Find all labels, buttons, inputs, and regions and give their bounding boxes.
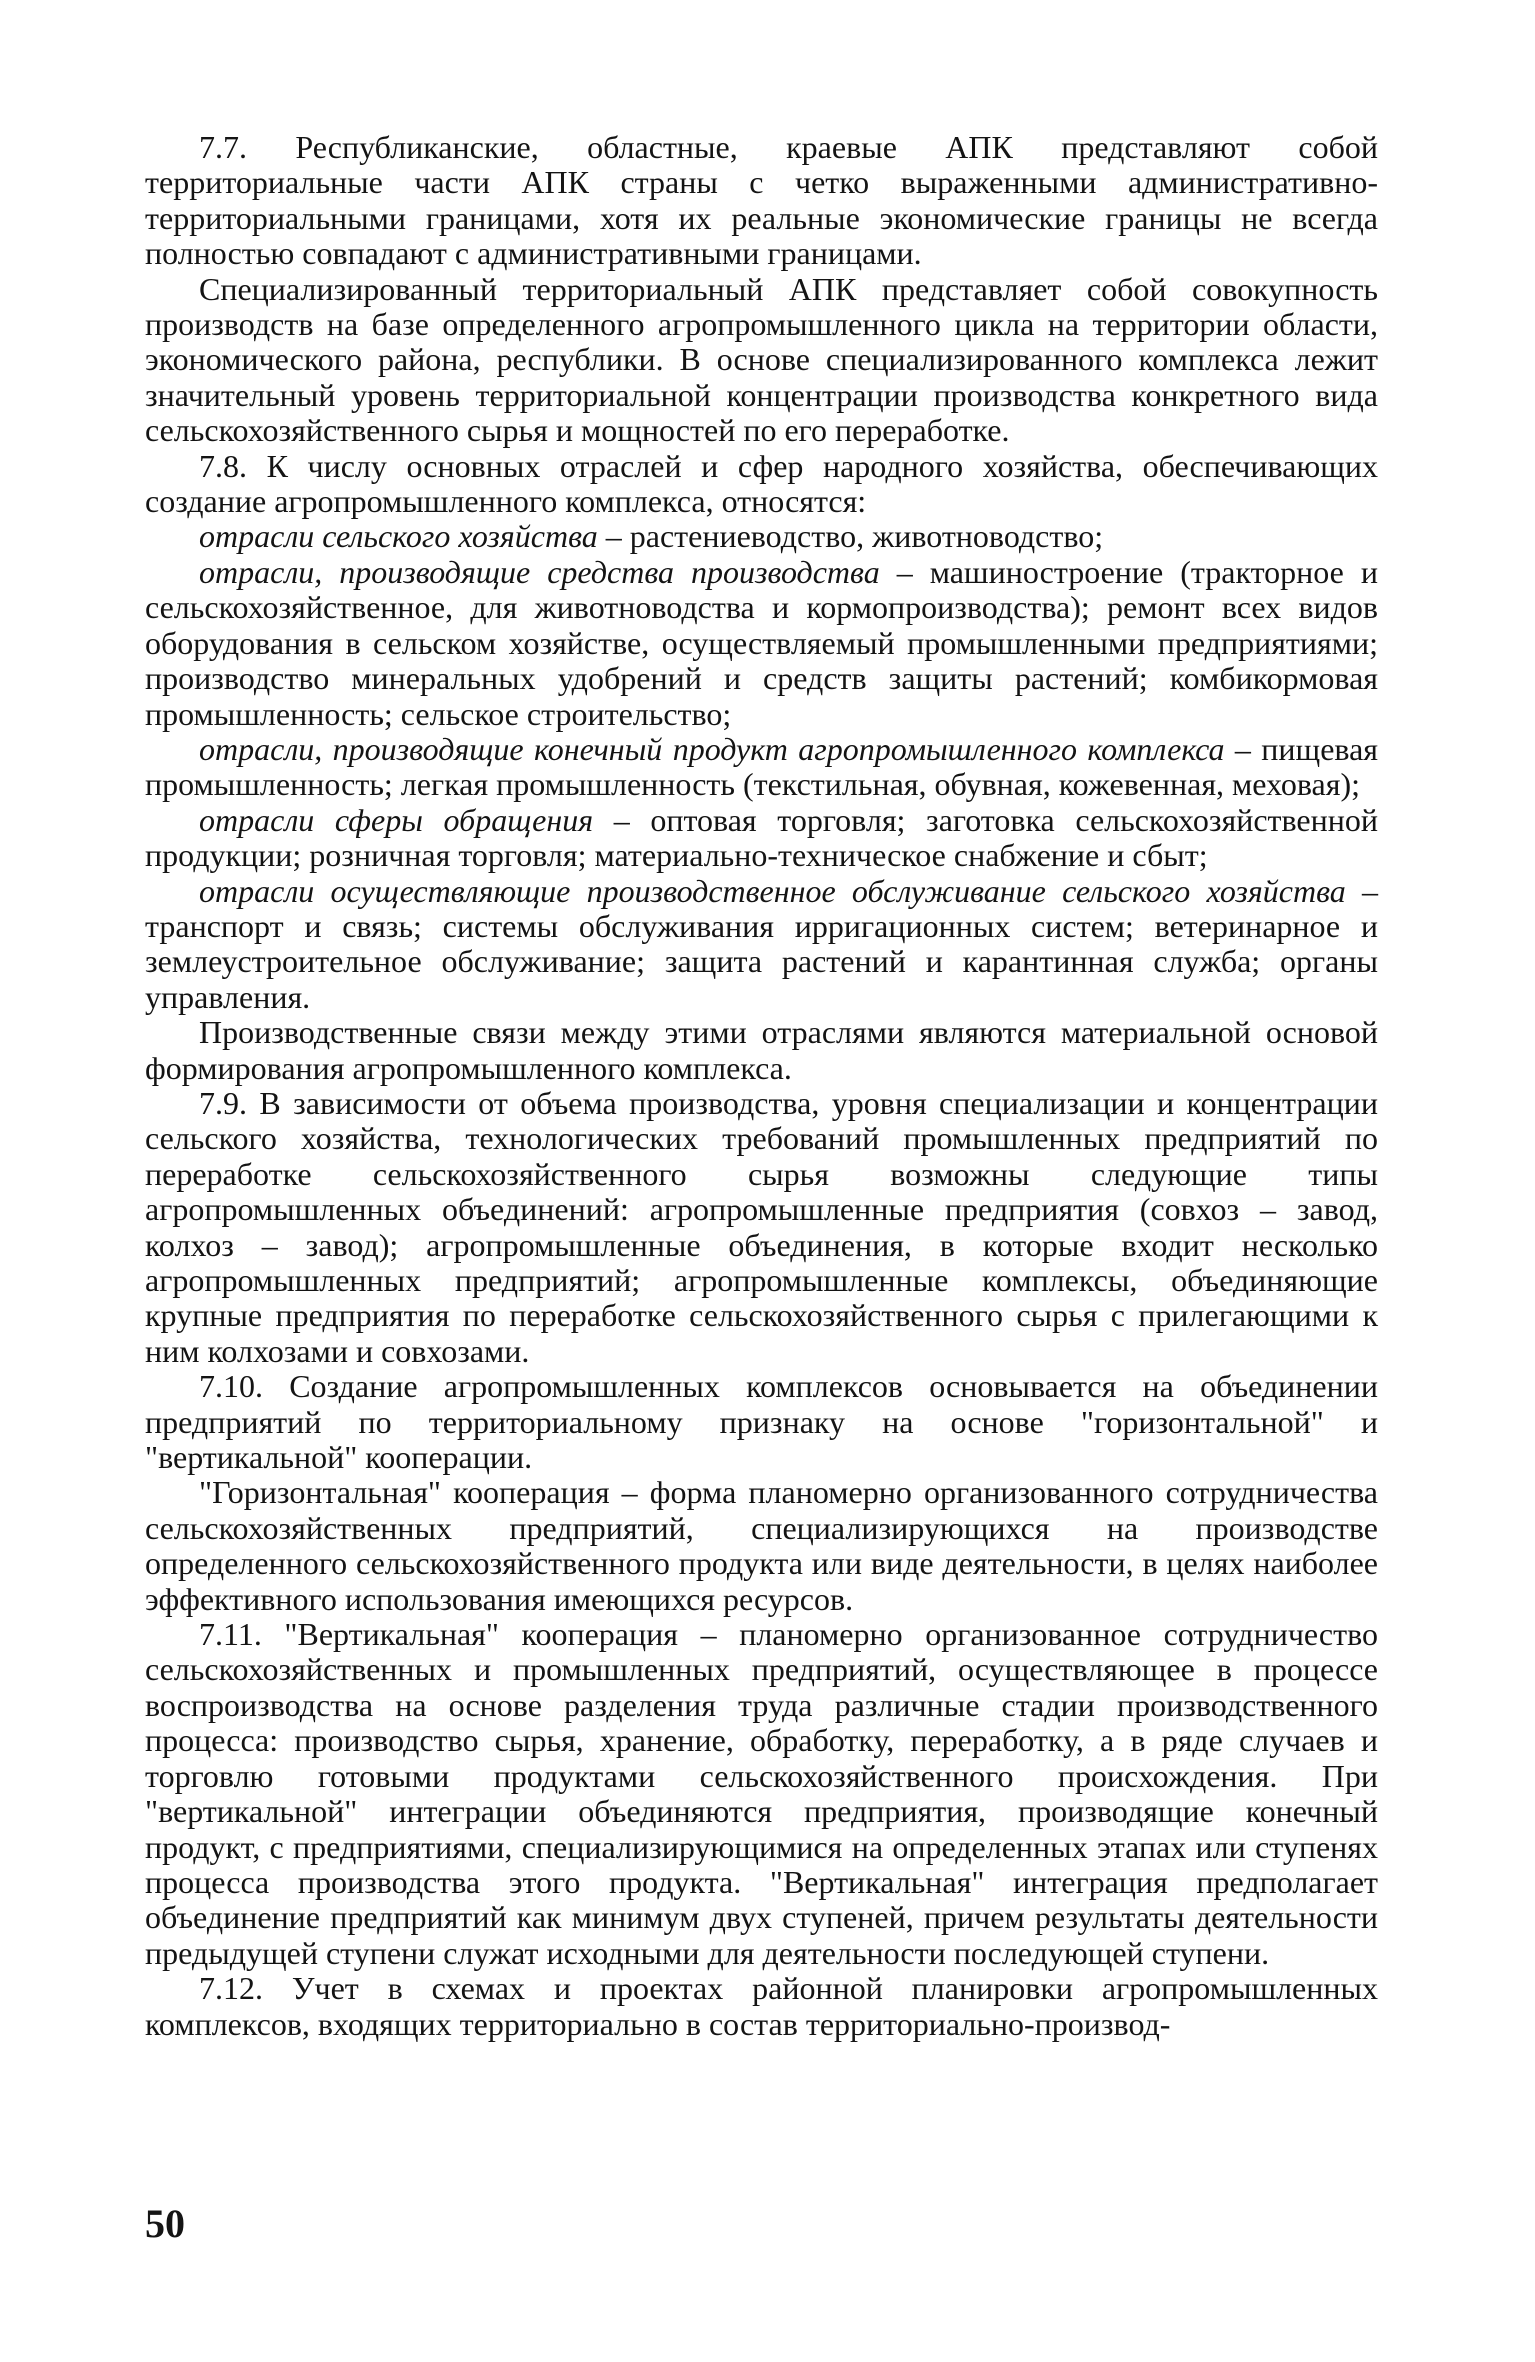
list-item-final-product <box>145 732 1378 803</box>
list-item-agriculture-title: отрасли сельского хозяйства <box>199 518 598 555</box>
paragraph-7-7: 7.7. Республиканские, областные, краевые АПК представляют собой территориальные части АПК страны с четко выраженными административно-территориальными границами, хотя их реальные экономические границы не всегда полностью совпадают с административными границами. <box>145 129 1378 272</box>
list-item-final-text: – пищевая промышленность; легкая промышленность (текстильная, обувная, кожевенная, меховая); <box>145 730 1379 803</box>
paragraph-7-12: 7.12. Учет в схемах и проектах районной планировки агропромышленных комплексов, входящих территориально в состав территориально-производ- <box>145 1970 1378 2042</box>
list-item-final-title: отрасли, производящие конечный продукт агропромышленного комплекса <box>199 730 1225 767</box>
paragraph-production-links: Производственные связи между этими отраслями являются материальной основой формирования агропромышленного комплекса. <box>145 1014 1378 1086</box>
list-item-means-of-production <box>145 555 1378 732</box>
list-item-circulation <box>145 803 1378 874</box>
paragraph-7-8: 7.8. К числу основных отраслей и сфер народного хозяйства, обеспечивающих создание агропромышленного комплекса, относятся: <box>145 447 1378 520</box>
page-body <box>145 130 1378 2042</box>
list-item-means-text: – машиностроение (тракторное и сельскохозяйственное, для животноводства и кормопроизводства); ремонт всех видов оборудования в сельском хозяйстве, осуществляемый промышленными предприятиями; производство минеральных удобрений и средств защиты растений; комбикормовая промышленность; сельское строительство; <box>145 553 1379 732</box>
list-item-means-title: отрасли, производящие средства производства <box>199 553 880 590</box>
list-item-circulation-text: – оптовая торговля; заготовка сельскохозяйственной продукции; розничная торговля; материально-техническое снабжение и сбыт; <box>145 801 1378 874</box>
paragraph-7-11: 7.11. "Вертикальная" кооперация – планомерно организованное сотрудничество сельскохозяйственных и промышленных предприятий, осуществляющее в процессе воспроизводства на основе разделения труда различные стадии производственного процесса: производство сырья, хранение, обработку, переработку, а в ряде случаев и торговлю готовыми продуктами сельскохозяйственного происхождения. При "вертикальной" интеграции объединяются предприятия, производящие конечный продукт, с предприятиями, специализирующимися на определенных этапах или ступенях процесса производства этого продукта. "Вертикальная" интеграция предполагает объединение предприятий как минимум двух ступеней, причем результаты деятельности предыдущей ступени служат исходными для деятельности последующей ступени. <box>145 1616 1378 1971</box>
page-number: 50 <box>145 2201 185 2246</box>
paragraph-specialized-apk: Специализированный территориальный АПК представляет собой совокупность производств на базе определенного агропромышленного цикла на территории области, экономического района, республики. В основе специализированного комплекса лежит значительный уровень территориальной концентрации производства конкретного вида сельскохозяйственного сырья и мощностей по его переработке. <box>145 270 1378 449</box>
paragraph-horizontal-cooperation: "Горизонтальная" кооперация – форма планомерно организованного сотрудничества сельскохозяйственных предприятий, специализирующихся на производстве определенного сельскохозяйственного продукта или виде деятельности, в целях наиболее эффективного использования имеющихся ресурсов. <box>145 1474 1378 1617</box>
paragraph-7-10: 7.10. Создание агропромышленных комплексов основывается на объединении предприятий по территориальному признаку на основе "горизонтальной" и "вертикальной" кооперации. <box>145 1368 1378 1476</box>
list-item-services-text: – транспорт и связь; системы обслуживания ирригационных систем; ветеринарное и землеустроительное обслуживание; защита растений и карантинная служба; органы управления. <box>145 872 1378 1015</box>
list-item-circulation-title: отрасли сферы обращения <box>199 801 594 838</box>
list-item-agriculture-text: – растениеводство, животноводство; <box>597 518 1104 555</box>
list-item-agriculture <box>145 519 1378 554</box>
list-item-services-title: отрасли осуществляющие производственное обслуживание сельского хозяйства <box>199 872 1346 909</box>
paragraph-7-9: 7.9. В зависимости от объема производства, уровня специализации и концентрации сельского хозяйства, технологических требований промышленных предприятий по переработке сельскохозяйственного сырья возможны следующие типы агропромышленных объединений: агропромышленные предприятия (совхоз – завод, колхоз – завод); агропромышленные объединения, в которые входит несколько агропромышленных предприятий; агропромышленные комплексы, объединяющие крупные предприятия по переработке сельскохозяйственного сырья с прилегающими к ним колхозами и совхозами. <box>145 1084 1378 1369</box>
list-item-services <box>145 874 1378 1016</box>
